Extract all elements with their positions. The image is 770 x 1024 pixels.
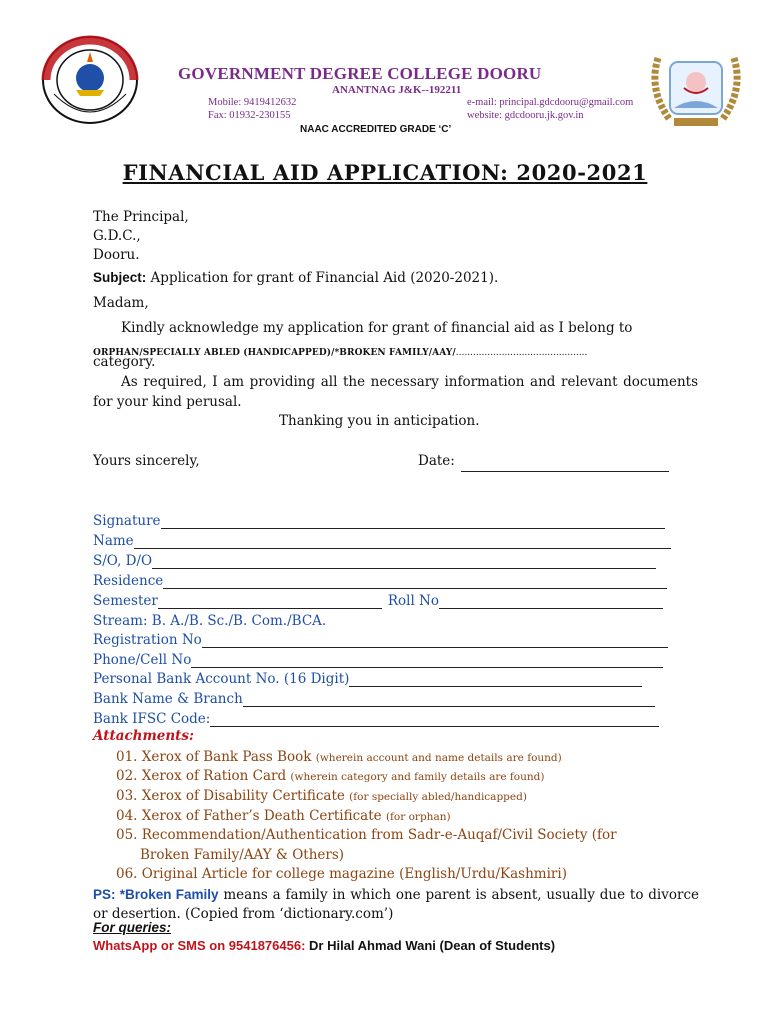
ps-note bbox=[93, 885, 699, 924]
date-field[interactable] bbox=[418, 452, 669, 472]
bank-name-line[interactable] bbox=[243, 692, 655, 707]
attachment-item: 04. Xerox of Father’s Death Certificate (for orphan) bbox=[116, 808, 451, 824]
addressee-line-3: Dooru. bbox=[93, 247, 140, 263]
parentage-line[interactable] bbox=[152, 554, 656, 569]
semester-label: Semester bbox=[93, 593, 158, 609]
contact-person: Dr Hilal Ahmad Wani (Dean of Students) bbox=[305, 938, 556, 953]
name-field[interactable] bbox=[93, 530, 671, 549]
ifsc-field[interactable] bbox=[93, 708, 659, 727]
college-name: GOVERNMENT DEGREE COLLEGE DOORU bbox=[178, 64, 542, 83]
addressee-line-2: G.D.C., bbox=[93, 228, 141, 244]
stream-field[interactable]: Stream: B. A./B. Sc./B. Com./BCA. bbox=[93, 613, 327, 629]
name-line[interactable] bbox=[134, 534, 671, 549]
ifsc-label: Bank IFSC Code: bbox=[93, 711, 211, 727]
registration-field[interactable] bbox=[93, 629, 668, 648]
category-list: ORPHAN/SPECIALLY ABLED (HANDICAPPED)/*BROKEN FAMILY/AAY/ bbox=[93, 348, 456, 358]
category-options bbox=[93, 340, 587, 359]
whatsapp-number[interactable]: WhatsApp or SMS on 9541876456: bbox=[93, 938, 306, 953]
thanks-line: Thanking you in anticipation. bbox=[279, 413, 480, 429]
attachment-item: 01. Xerox of Bank Pass Book (wherein account and name details are found) bbox=[116, 749, 562, 765]
attachments-heading: Attachments: bbox=[93, 728, 194, 744]
category-word: category. bbox=[93, 354, 156, 370]
page-title: FINANCIAL AID APPLICATION: 2020-2021 bbox=[122, 160, 648, 185]
ifsc-line[interactable] bbox=[210, 712, 659, 727]
date-line[interactable] bbox=[461, 457, 669, 472]
roll-no-label: Roll No bbox=[387, 593, 439, 609]
phone-label: Phone/Cell No bbox=[93, 652, 192, 668]
date-label: Date: bbox=[418, 453, 455, 469]
residence-field[interactable] bbox=[93, 570, 667, 589]
attachment-item: 06. Original Article for college magazine (English/Urdu/Kashmiri) bbox=[116, 866, 567, 882]
college-address: ANANTNAG J&K--192211 bbox=[332, 84, 462, 96]
attachment-item: 05. Recommendation/Authentication from Sadr-e-Auqaf/Civil Society (for bbox=[116, 827, 617, 843]
jk-emblem-logo bbox=[644, 38, 748, 132]
signature-line[interactable] bbox=[161, 514, 665, 529]
residence-line[interactable] bbox=[163, 574, 667, 589]
bank-account-label: Personal Bank Account No. (16 Digit) bbox=[93, 671, 350, 687]
paragraph-1: Kindly acknowledge my application for grant of financial aid as I belong to bbox=[121, 320, 633, 336]
subject-label: Subject: bbox=[93, 270, 147, 285]
name-label: Name bbox=[93, 533, 134, 549]
college-seal-logo bbox=[40, 34, 140, 126]
paragraph-2: As required, I am providing all the necessary information and relevant documents for your kind perusal. bbox=[93, 374, 698, 410]
contact-line bbox=[93, 938, 555, 953]
bank-name-field[interactable] bbox=[93, 688, 655, 707]
bank-name-label: Bank Name & Branch bbox=[93, 691, 243, 707]
semester-rollno-field[interactable] bbox=[93, 590, 663, 609]
registration-label: Registration No bbox=[93, 632, 202, 648]
email-address: e-mail: principal.gdcdooru@gmail.com bbox=[467, 97, 634, 108]
bank-account-line[interactable] bbox=[349, 672, 642, 687]
attachment-item: 03. Xerox of Disability Certificate (for specially abled/handicapped) bbox=[116, 788, 527, 804]
phone-line[interactable] bbox=[191, 653, 663, 668]
parentage-field[interactable] bbox=[93, 550, 656, 569]
phone-field[interactable] bbox=[93, 649, 663, 668]
subject-text: Application for grant of Financial Aid (2020-2021). bbox=[146, 270, 499, 286]
addressee-line-1: The Principal, bbox=[93, 209, 189, 225]
ps-text: means a family in which one parent is absent, usually due to divorce or desertion. (Copied from ‘dictionary.com’) bbox=[93, 887, 699, 922]
bank-account-field[interactable] bbox=[93, 668, 642, 687]
attachment-item: 02. Xerox of Ration Card (wherein category and family details are found) bbox=[116, 768, 545, 784]
mobile-number: Mobile: 9419412632 bbox=[208, 97, 297, 108]
naac-grade: NAAC ACCREDITED GRADE ‘C’ bbox=[300, 124, 452, 135]
parentage-label: S/O, D/O bbox=[93, 553, 153, 569]
fax-number: Fax: 01932-230155 bbox=[208, 110, 291, 121]
residence-label: Residence bbox=[93, 573, 164, 589]
yours-sincerely: Yours sincerely, bbox=[93, 453, 200, 469]
signature-label: Signature bbox=[93, 513, 161, 529]
queries-heading: For queries: bbox=[93, 920, 172, 935]
signature-field[interactable] bbox=[93, 510, 665, 529]
registration-line[interactable] bbox=[202, 633, 668, 648]
semester-line[interactable] bbox=[158, 594, 382, 609]
ps-label: PS: *Broken Family bbox=[93, 887, 219, 902]
category-dots: .............................................. bbox=[455, 348, 588, 358]
attachment-item-continued: Broken Family/AAY & Others) bbox=[140, 847, 345, 863]
roll-no-line[interactable] bbox=[439, 594, 663, 609]
subject-line bbox=[93, 268, 498, 289]
website-address: website: gdcdooru.jk.gov.in bbox=[467, 110, 584, 121]
salutation: Madam, bbox=[93, 295, 149, 311]
